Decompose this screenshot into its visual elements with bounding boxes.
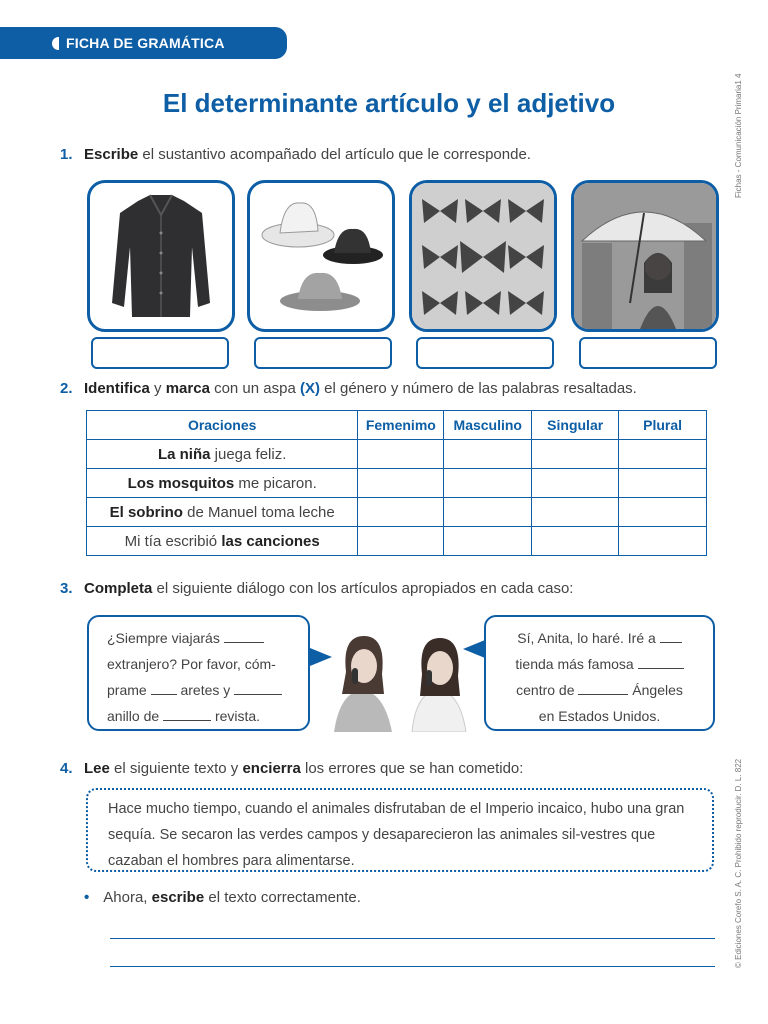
bullet-instruction <box>84 889 361 906</box>
answer-box-4[interactable] <box>579 337 717 369</box>
mark-cell[interactable] <box>619 498 707 527</box>
question-verb-encierra: encierra <box>242 760 301 777</box>
tab-dot-icon <box>52 37 59 50</box>
question-text: y <box>149 380 166 397</box>
answer-box-2[interactable] <box>254 337 392 369</box>
question-2 <box>60 380 637 397</box>
question-text: el género y número de las palabras resaltadas. <box>319 380 637 397</box>
dialog-text: ¿Siempre viajarás <box>107 630 220 646</box>
mark-cell[interactable] <box>532 469 619 498</box>
question-number: 4. <box>60 760 73 777</box>
question-text: el siguiente diálogo con los artículos apropiados en cada caso: <box>152 580 574 597</box>
phone-girls-icon <box>320 632 484 732</box>
mark-cell[interactable] <box>532 527 619 556</box>
dialog-text: revista. <box>214 708 261 724</box>
bullet-verb: escribe <box>151 889 205 906</box>
mark-cell[interactable] <box>619 440 707 469</box>
question-4 <box>60 760 523 777</box>
mark-cell[interactable] <box>532 440 619 469</box>
blank-line[interactable] <box>234 682 282 695</box>
question-number: 2. <box>60 380 73 397</box>
question-text: el siguiente texto y <box>109 760 243 777</box>
table-header-row <box>87 411 707 440</box>
tab-label: FICHA DE GRAMÁTICA <box>66 35 225 51</box>
blank-line[interactable] <box>578 682 628 695</box>
shirt-icon <box>90 183 232 329</box>
sentence-cell: La niña juega feliz. <box>87 440 358 469</box>
question-number: 1. <box>60 146 73 163</box>
question-verb: Escribe <box>84 146 139 163</box>
blank-line[interactable] <box>224 630 264 643</box>
bubble-tail-right <box>463 640 485 658</box>
sentence-cell: Los mosquitos me picaron. <box>87 469 358 498</box>
dialog-text: prame <box>107 682 147 698</box>
question-3 <box>60 580 573 597</box>
writing-line-2[interactable] <box>110 966 715 967</box>
table-row <box>87 498 707 527</box>
col-oraciones: Oraciones <box>87 411 358 440</box>
header-tab <box>0 27 287 59</box>
bullet-text: Ahora, <box>103 889 152 906</box>
question-verb: Completa <box>84 580 153 597</box>
question-text: con un aspa <box>209 380 300 397</box>
dialog-bubble-left <box>87 615 310 731</box>
umbrella-icon <box>574 183 716 329</box>
dialog-text: en Estados Unidos. <box>538 708 661 724</box>
dialog-text: aretes y <box>180 682 231 698</box>
page-title: El determinante artículo y el adjetivo <box>162 88 616 118</box>
dialog-text: Sí, Anita, lo haré. Iré a <box>517 630 656 646</box>
col-femenino: Femenimo <box>358 411 444 440</box>
hat-icon <box>250 183 392 329</box>
mark-cell[interactable] <box>444 469 532 498</box>
bullet-text: el texto correctamente. <box>204 889 361 906</box>
dialog-text: extranjero? Por favor, cóm- <box>107 656 276 672</box>
answer-box-3[interactable] <box>416 337 554 369</box>
side-caption-bottom: © Ediciones Corefo S. A. C. Prohibido reproducir. D. L. 822 <box>734 758 743 968</box>
col-plural: Plural <box>619 411 707 440</box>
bullet-icon: • <box>84 889 90 906</box>
mark-cell[interactable] <box>358 440 444 469</box>
mark-cell[interactable] <box>444 527 532 556</box>
x-mark-label: (X) <box>299 380 320 397</box>
reading-passage: Hace mucho tiempo, cuando el animales disfrutaban de el Imperio incaico, hubo una gran sequía. Se secaron las verdes campos y desaparecieron las animales sil-vestres que cazaban el hombres para alimentarse. <box>86 788 714 872</box>
dialog-bubble-right <box>484 615 715 731</box>
sentence-cell: El sobrino de Manuel toma leche <box>87 498 358 527</box>
butterflies-image <box>409 180 557 332</box>
col-masculino: Masculino <box>444 411 532 440</box>
mark-cell[interactable] <box>358 527 444 556</box>
question-1 <box>60 146 531 163</box>
col-singular: Singular <box>532 411 619 440</box>
writing-line-1[interactable] <box>110 938 715 939</box>
mark-cell[interactable] <box>444 498 532 527</box>
answer-box-1[interactable] <box>91 337 229 369</box>
question-number: 3. <box>60 580 73 597</box>
umbrella-girl-image <box>571 180 719 332</box>
dialog-text: centro de <box>516 682 575 698</box>
dialog-text: tienda más famosa <box>515 656 634 672</box>
butterfly-icon <box>412 183 554 329</box>
blank-line[interactable] <box>660 630 682 643</box>
table-row <box>87 440 707 469</box>
question-verb-marca: marca <box>165 380 210 397</box>
table-row <box>87 527 707 556</box>
shirt-image <box>87 180 235 332</box>
blank-line[interactable] <box>151 682 177 695</box>
question-text: el sustantivo acompañado del artículo que le corresponde. <box>138 146 531 163</box>
mark-cell[interactable] <box>444 440 532 469</box>
sentence-cell: Mi tía escribió las canciones <box>87 527 358 556</box>
mark-cell[interactable] <box>619 469 707 498</box>
table-row <box>87 469 707 498</box>
dialog-text: Ángeles <box>632 682 683 698</box>
mark-cell[interactable] <box>358 469 444 498</box>
question-verb-lee: Lee <box>84 760 110 777</box>
mark-cell[interactable] <box>532 498 619 527</box>
side-caption-top: Fichas - Comunicación Primaria1 4 <box>734 73 743 198</box>
mark-cell[interactable] <box>358 498 444 527</box>
mark-cell[interactable] <box>619 527 707 556</box>
hats-image <box>247 180 395 332</box>
question-text: los errores que se han cometido: <box>300 760 524 777</box>
grammar-table <box>86 410 707 556</box>
dialog-text: anillo de <box>107 708 160 724</box>
blank-line[interactable] <box>638 656 684 669</box>
blank-line[interactable] <box>163 708 211 721</box>
question-verb-identifica: Identifica <box>84 380 150 397</box>
